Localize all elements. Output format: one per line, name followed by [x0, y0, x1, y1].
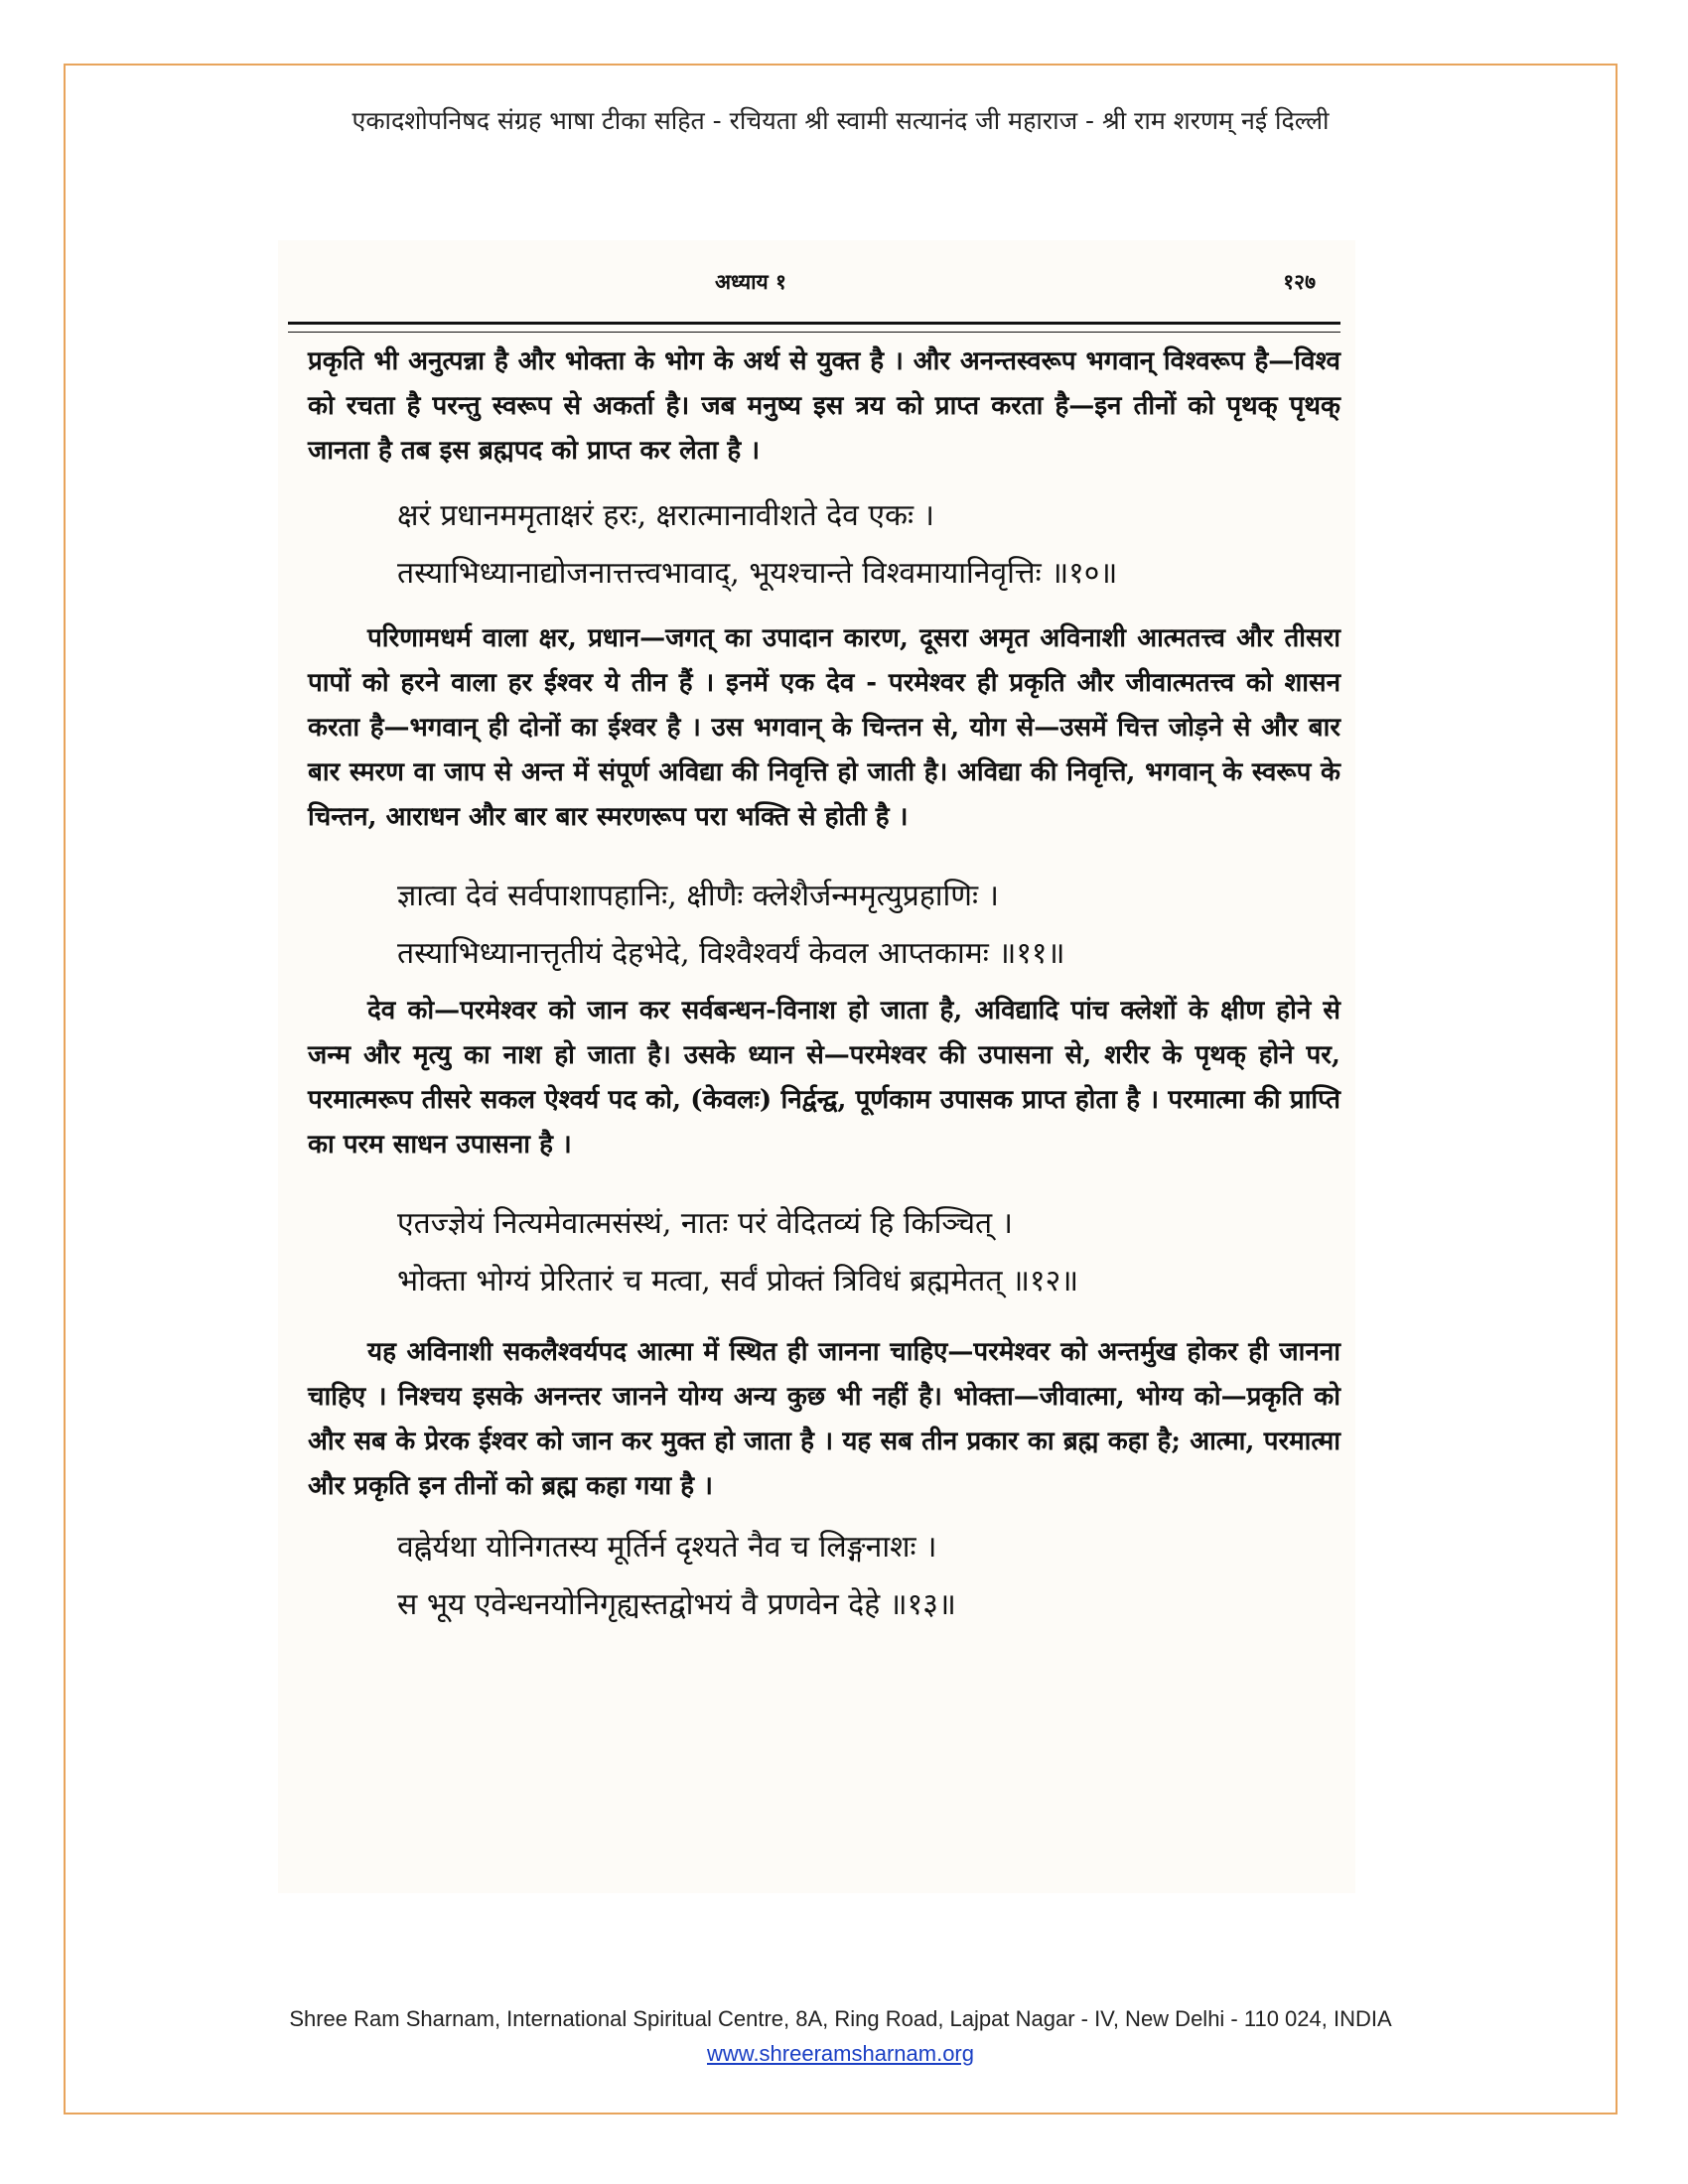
paragraph-3: देव को—परमेश्वर को जान कर सर्वबन्धन-विनाश हो जाता है, अविद्यादि पांच क्लेशों के क्षीण होने से जन्म और मृत्यु का नाश हो जाता है। उसके ध्यान से—परमेश्वर की उपासना से, शरीर के पृथक् होने पर, परमात्मरूप तीसरे सकल ऐश्वर्य पद को, (केवलः) निर्द्वन्द्व, पूर्णकाम उपासक प्राप्त होता है । परमात्मा की प्राप्ति का परम साधन उपासना है ।	[308, 996, 1340, 1160]
paragraph-4: यह अविनाशी सकलैश्वर्यपद आत्मा में स्थित ही जानना चाहिए—परमेश्वर को अन्तर्मुख होकर ही जानना चाहिए । निश्चय इसके अनन्तर जानने योग्य अन्य कुछ भी नहीं है। भोक्ता—जीवात्मा, भोग्य को—प्रकृति को और सब के प्रेरक ईश्वर को जान कर मुक्त हो जाता है । यह सब तीन प्रकार का ब्रह्म कहा है; आत्मा, परमात्मा और प्रकृति इन तीनों को ब्रह्म कहा गया है ।	[308, 1337, 1340, 1501]
verse-11	[308, 868, 1340, 983]
document-header: एकादशोपनिषद संग्रह भाषा टीका सहित - रचियता श्री स्वामी सत्यानंद जी महाराज - श्री राम शरणम् नई दिल्ली	[352, 106, 1330, 135]
verse-10	[308, 487, 1340, 603]
header-rule-thick	[288, 322, 1340, 325]
paragraph-2: परिणामधर्म वाला क्षर, प्रधान—जगत् का उपादान कारण, दूसरा अमृत अविनाशी आत्मतत्त्व और तीसरा पापों को हरने वाला हर ईश्वर ये तीन हैं । इनमें एक देव - परमेश्वर ही प्रकृति और जीवात्मतत्त्व को शासन करता है—भगवान् ही दोनों का ईश्वर है । उस भगवान् के चिन्तन से, योग से—उसमें चित्त जोड़ने से और बार बार स्मरण वा जाप से अन्त में संपूर्ण अविद्या की निवृत्ति हो जाती है। अविद्या की निवृत्ति, भगवान् के स्वरूप के चिन्तन, आराधन और बार बार स्मरणरूप परा भक्ति से होती है ।	[308, 623, 1340, 832]
website-link[interactable]: www.shreeramsharnam.org	[707, 2041, 974, 2066]
verse-12-line-1: एतज्ज्ञेयं नित्यमेवात्मसंस्थं, नातः परं वेदितव्यं हि किञ्चित् ।	[397, 1206, 1014, 1241]
verse-13-line-1: वह्नेर्यथा योनिगतस्य मूर्तिर्न दृश्यते नैव च लिङ्गनाशः ।	[397, 1530, 937, 1565]
page-content	[308, 340, 1340, 1634]
header-rule-thin	[288, 332, 1340, 333]
verse-10-line-2: तस्याभिध्यानाद्योजनात्तत्त्वभावाद्, भूयश्चान्ते विश्वमायानिवृत्तिः ॥१०॥	[397, 556, 1118, 591]
chapter-label: अध्याय १	[715, 269, 786, 294]
scanned-page	[278, 240, 1355, 1893]
page-running-head	[278, 260, 1355, 300]
verse-13-line-2: स भूय एवेन्धनयोनिगृह्यस्तद्वोभयं वै प्रणवेन देहे ॥१३॥	[397, 1587, 956, 1622]
verse-13	[308, 1519, 1340, 1634]
page-number: १२७	[1283, 269, 1316, 294]
paragraph-1: प्रकृति भी अनुत्पन्ना है और भोक्ता के भोग के अर्थ से युक्त है । और अनन्तस्वरूप भगवान् विश्वरूप है—विश्व को रचता है परन्तु स्वरूप से अकर्ता है। जब मनुष्य इस त्रय को प्राप्त करता है—इन तीनों को पृथक् पृथक् जानता है तब इस ब्रह्मपद को प्राप्त कर लेता है ।	[308, 346, 1340, 466]
verse-12	[308, 1195, 1340, 1310]
verse-11-line-2: तस्याभिध्यानात्तृतीयं देहभेदे, विश्वैश्वर्यं केवल आप्तकामः ॥११॥	[397, 936, 1065, 971]
footer-address: Shree Ram Sharnam, International Spiritual Centre, 8A, Ring Road, Lajpat Nagar - IV, New Delhi - 110 024, INDIA	[289, 2006, 1392, 2031]
verse-12-line-2: भोक्ता भोग्यं प्रेरितारं च मत्वा, सर्वं प्रोक्तं त्रिविधं ब्रह्ममेतत् ॥१२॥	[397, 1264, 1079, 1298]
verse-10-line-1: क्षरं प्रधानममृताक्षरं हरः, क्षरात्मानावीशते देव एकः ।	[397, 498, 934, 533]
verse-11-line-1: ज्ञात्वा देवं सर्वपाशापहानिः, क्षीणैः क्लेशैर्जन्ममृत्युप्रहाणिः ।	[397, 879, 999, 913]
